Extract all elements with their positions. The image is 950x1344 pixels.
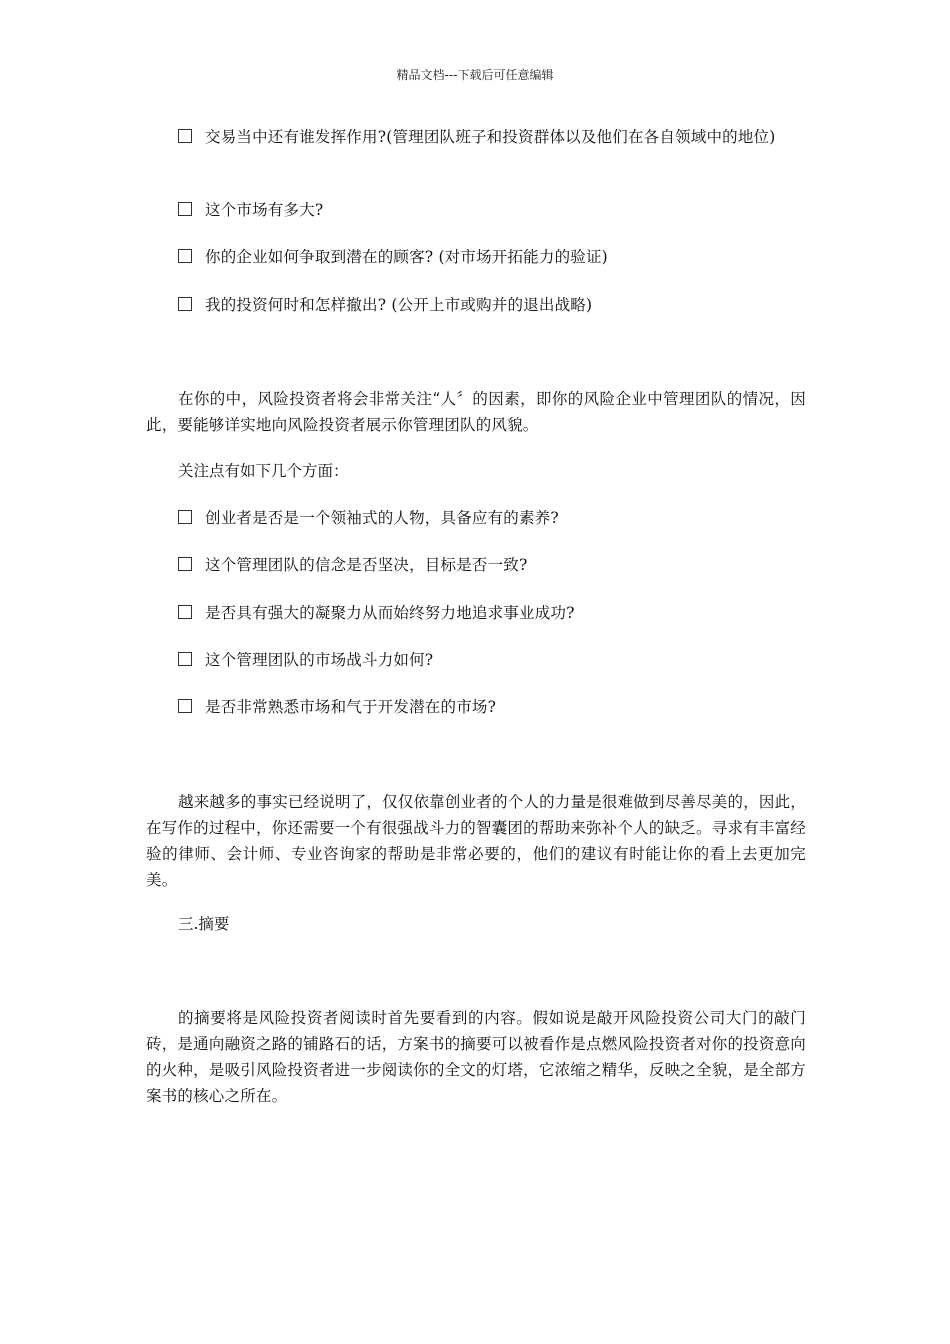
checkbox-square-icon <box>178 557 192 571</box>
checkbox-square-icon <box>178 202 192 216</box>
bullet-item <box>146 124 806 150</box>
checkbox-square-icon <box>178 129 192 143</box>
checkbox-square-icon <box>178 652 192 666</box>
bullet-item <box>178 197 808 223</box>
bullet-item <box>178 552 808 578</box>
bullet-item <box>178 292 808 318</box>
checkbox-square-icon <box>178 699 192 713</box>
bullet-item <box>178 647 808 673</box>
bullet-text: 是否具有强大的凝聚力从而始终努力地追求事业成功? <box>205 604 575 622</box>
bullet-text: 交易当中还有谁发挥作用?(管理团队班子和投资群体以及他们在各自领域中的地位) <box>205 128 776 146</box>
bullet-item <box>178 505 808 531</box>
section-heading: 三.摘要 <box>178 915 230 933</box>
page-header: 精品文档---下载后可任意编辑 <box>396 68 554 82</box>
paragraph: 在你的中，风险投资者将会非常关注“人〞的因素，即你的风险企业中管理团队的情况，因此，要能够详实地向风险投资者展示你管理团队的风貌。 <box>146 390 806 434</box>
checkbox-square-icon <box>178 249 192 263</box>
paragraph: 越来越多的事实已经说明了，仅仅依靠创业者的个人的力量是很难做到尽善尽美的，因此，在写作的过程中，你还需要一个有很强战斗力的智囊团的帮助来弥补个人的缺乏。寻求有丰富经验的律师、会计师、专业咨询家的帮助是非常必要的，他们的建议有时能让你的看上去更加完美。 <box>146 793 807 889</box>
bullet-item <box>178 244 808 270</box>
paragraph: 的摘要将是风险投资者阅读时首先要看到的内容。假如说是敲开风险投资公司大门的敲门砖，是通向融资之路的铺路石的话，方案书的摘要可以被看作是点燃风险投资者对你的投资意向的火种，是吸引风险投资者进一步阅读你的全文的灯塔，它浓缩之精华，反映之全貌，是全部方案书的核心之所在。 <box>146 1009 806 1105</box>
bullet-text: 是否非常熟悉市场和气于开发潜在的市场? <box>205 698 497 716</box>
bullet-item <box>178 694 808 720</box>
checkbox-square-icon <box>178 297 192 311</box>
bullet-text: 这个市场有多大? <box>205 201 324 219</box>
bullet-text: 创业者是否是一个领袖式的人物，具备应有的素养? <box>205 509 559 527</box>
paragraph: 关注点有如下几个方面： <box>178 462 349 480</box>
bullet-text: 我的投资何时和怎样撤出? (公开上市或购并的退出战略) <box>205 296 593 314</box>
checkbox-square-icon <box>178 510 192 524</box>
checkbox-square-icon <box>178 605 192 619</box>
bullet-text: 这个管理团队的信念是否坚决，目标是否一致? <box>205 556 528 574</box>
bullet-text: 你的企业如何争取到潜在的顾客? (对市场开拓能力的验证) <box>205 248 608 266</box>
bullet-item <box>178 600 808 626</box>
bullet-text: 这个管理团队的市场战斗力如何? <box>205 651 434 669</box>
